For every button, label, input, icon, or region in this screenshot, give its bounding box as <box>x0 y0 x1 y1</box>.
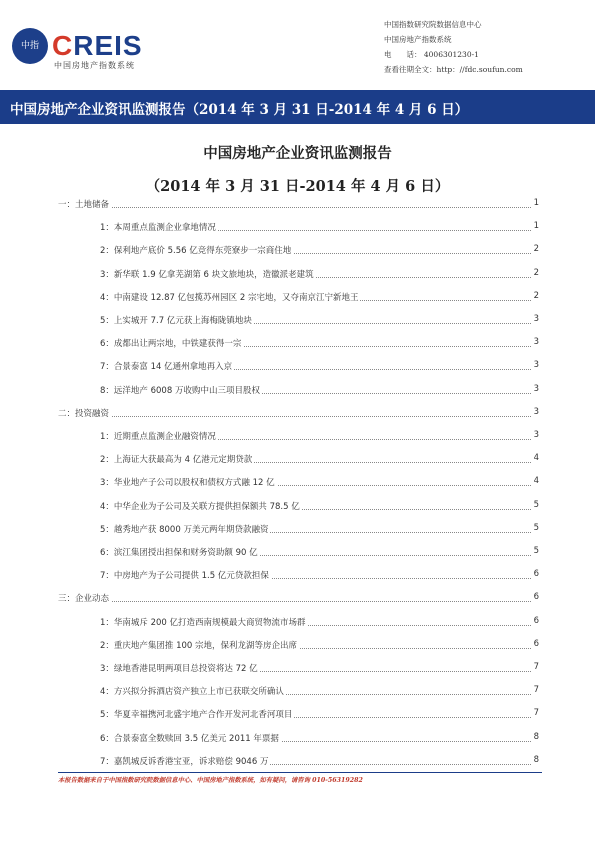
toc-label: 1：近期重点监测企业融资情况 <box>100 432 216 442</box>
toc-item[interactable] <box>0 476 595 490</box>
toc-page-number: 6 <box>533 592 539 603</box>
toc-label: 三：企业动态 <box>58 594 110 605</box>
toc-page-number: 6 <box>533 638 539 649</box>
contact-line: 电 话： 4006301230-1 <box>384 50 479 59</box>
toc-item[interactable] <box>0 662 595 676</box>
toc-page-number: 3 <box>533 337 539 348</box>
toc-item[interactable] <box>0 384 595 398</box>
toc-label: 5：越秀地产获 8000 万美元两年期贷款融资 <box>100 524 269 535</box>
toc-page-number: 4 <box>533 453 539 464</box>
title-bar <box>0 90 595 124</box>
toc-item[interactable] <box>0 500 595 514</box>
logo-emblem-icon: 中指 <box>12 28 48 64</box>
toc-label: 4：中华企业为子公司及关联方提供担保额共 78.5 亿 <box>100 501 300 512</box>
toc-page-number: 5 <box>533 522 539 533</box>
toc-item[interactable] <box>0 639 595 653</box>
toc-page-number: 2 <box>533 244 539 255</box>
title-bar-text: 中国房地产企业资讯监测报告（2014 年 3 月 31 日-2014 年 4 月 6 日） <box>10 102 469 118</box>
logo-subtitle: 中国房地产指数系统 <box>54 61 135 70</box>
toc-label: 2：上海证大获最高为 4 亿港元定期贷款 <box>100 455 253 466</box>
toc-item[interactable] <box>0 337 595 351</box>
toc-item[interactable] <box>0 569 595 583</box>
toc-label: 6：成都出让两宗地，中铁建获得一宗 <box>100 339 242 350</box>
toc-item[interactable] <box>0 546 595 560</box>
toc-item[interactable] <box>0 685 595 699</box>
toc-page-number: 5 <box>533 499 539 510</box>
toc-label: 3：新华联 1.9 亿拿芜湖第 6 块文旅地块，造徽派老建筑 <box>100 269 314 280</box>
toc-page-number: 2 <box>533 267 539 278</box>
toc-label: 7：中房地产为子公司提供 1.5 亿元贷款担保 <box>100 571 269 582</box>
toc-section[interactable] <box>0 592 595 606</box>
toc-leader-dots <box>58 601 533 602</box>
toc-label: 3：绿地香港昆明两项目总投资将达 72 亿 <box>100 664 258 674</box>
contact-line: 中国房地产指数系统 <box>384 35 452 44</box>
footer-divider <box>58 772 542 773</box>
toc-page-number: 7 <box>533 685 539 696</box>
toc-item[interactable] <box>0 291 595 305</box>
toc-page-number: 2 <box>533 290 539 301</box>
toc-page-number: 3 <box>533 430 539 440</box>
toc-label: 二：投资融资 <box>58 408 110 419</box>
toc-label: 7：嘉凯城反诉香港宝亚，诉求赔偿 9046 万 <box>100 756 269 767</box>
toc-label: 6：合景泰富全数赎回 3.5 亿美元 2011 年票据 <box>100 733 279 744</box>
toc-page-number: 6 <box>533 615 539 626</box>
toc-leader-dots <box>58 207 533 208</box>
toc-item[interactable] <box>0 221 595 235</box>
toc-page-number: 5 <box>533 546 539 556</box>
toc-page-number: 3 <box>533 383 539 394</box>
toc-item[interactable] <box>0 708 595 722</box>
toc-section[interactable] <box>0 407 595 421</box>
toc-page-number: 1 <box>533 221 539 232</box>
toc-label: 2：重庆地产集团推 100 宗地，保利龙湖等房企出席 <box>100 640 298 651</box>
toc-label: 5：上实城开 7.7 亿元获上海梅陇镇地块 <box>100 316 252 326</box>
toc-label: 2：保利地产底价 5.56 亿竞得东莞寮步一宗商住地 <box>100 246 292 257</box>
toc-label: 6：滨江集团授出担保和财务资助额 90 亿 <box>100 548 258 558</box>
toc-page-number: 7 <box>533 708 539 719</box>
contact-info <box>384 17 523 77</box>
toc-item[interactable] <box>0 314 595 328</box>
footer-note: 本报告数据来自于中国指数研究院数据信息中心、中国房地产指数系统，如有疑问，请咨询 010-56319282 <box>58 777 363 784</box>
toc-leader-dots <box>58 416 533 417</box>
toc-page-number: 4 <box>533 476 539 487</box>
toc-label: 7：合景泰富 14 亿通州拿地再入京 <box>100 362 233 373</box>
toc-label: 3：华业地产子公司以股权和债权方式融 12 亿 <box>100 478 275 489</box>
toc-item[interactable] <box>0 732 595 746</box>
toc-page-number: 1 <box>533 198 539 208</box>
toc-item[interactable] <box>0 755 595 769</box>
toc-item[interactable] <box>0 268 595 282</box>
toc-item[interactable] <box>0 430 595 444</box>
toc-page-number: 7 <box>533 662 539 672</box>
contact-line: 中国指数研究院数据信息中心 <box>384 20 482 29</box>
toc-item[interactable] <box>0 616 595 630</box>
toc-page-number: 3 <box>533 406 539 417</box>
page-header <box>0 0 595 86</box>
toc-label: 8：远洋地产 6008 万收购中山三项目股权 <box>100 385 260 396</box>
toc-label: 1：华南城斥 200 亿打造西南规模最大商贸物流市场群 <box>100 617 306 628</box>
toc-page-number: 3 <box>533 360 539 371</box>
toc-section[interactable] <box>0 198 595 212</box>
creis-logo <box>12 26 144 74</box>
toc-page-number: 3 <box>533 314 539 324</box>
toc-page-number: 8 <box>533 731 539 742</box>
report-dates: （2014 年 3 月 31 日-2014 年 4 月 6 日） <box>145 178 450 195</box>
toc-label: 4：中南建设 12.87 亿包揽苏州园区 2 宗宅地，又夺南京江宁新地王 <box>100 292 359 303</box>
toc-page-number: 8 <box>533 754 539 765</box>
contact-line: 查看往期全文：http：//fdc.soufun.com <box>384 65 523 74</box>
report-title: 中国房地产企业资讯监测报告 <box>203 145 392 162</box>
toc-item[interactable] <box>0 453 595 467</box>
toc-item[interactable] <box>0 360 595 374</box>
toc-label: 1：本周重点监测企业拿地情况 <box>100 223 216 234</box>
logo-wordmark: CREIS <box>52 30 143 61</box>
toc-label: 4：方兴拟分拆酒店资产独立上市已获联交所确认 <box>100 687 284 698</box>
toc-label: 一：土地储备 <box>58 200 110 210</box>
toc-item[interactable] <box>0 244 595 258</box>
toc-page-number: 6 <box>533 569 539 580</box>
toc-item[interactable] <box>0 523 595 537</box>
toc-label: 5：华夏幸福携河北盛宇地产合作开发河北香河项目 <box>100 710 293 721</box>
